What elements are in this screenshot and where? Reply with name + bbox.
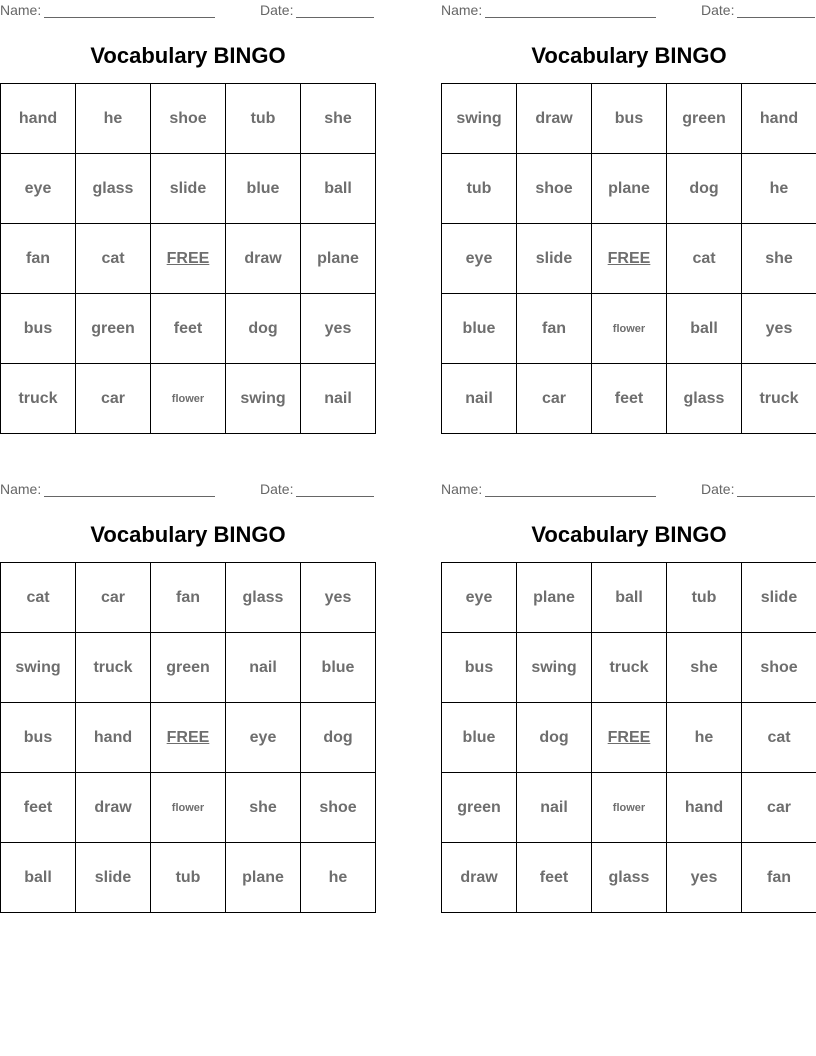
date-label: Date: (701, 2, 735, 18)
bingo-cell[interactable]: car (742, 773, 816, 843)
bingo-row (442, 224, 816, 294)
bingo-cell[interactable]: shoe (151, 84, 226, 154)
bingo-cell[interactable]: feet (151, 294, 226, 364)
bingo-cell[interactable]: blue (442, 294, 517, 364)
bingo-cell[interactable]: tub (151, 843, 226, 913)
bingo-cell[interactable]: hand (1, 84, 76, 154)
bingo-cell[interactable]: yes (301, 563, 376, 633)
bingo-cell[interactable]: yes (667, 843, 742, 913)
free-space-cell[interactable]: FREE (592, 703, 667, 773)
bingo-row (442, 633, 816, 703)
bingo-cell[interactable]: dog (517, 703, 592, 773)
bingo-cell[interactable]: shoe (517, 154, 592, 224)
bingo-cell[interactable]: car (76, 364, 151, 434)
bingo-cell[interactable]: he (742, 154, 816, 224)
bingo-row (442, 84, 816, 154)
card-title: Vocabulary BINGO (531, 43, 727, 68)
bingo-cell[interactable]: draw (517, 84, 592, 154)
bingo-row (1, 773, 376, 843)
date-label: Date: (260, 2, 294, 18)
bingo-cell[interactable]: glass (76, 154, 151, 224)
bingo-grid (0, 562, 376, 913)
bingo-cell[interactable]: swing (226, 364, 301, 434)
bingo-grid (0, 83, 376, 434)
bingo-cell[interactable]: tub (442, 154, 517, 224)
bingo-cell[interactable]: blue (301, 633, 376, 703)
bingo-cell[interactable]: hand (667, 773, 742, 843)
bingo-cell[interactable]: bus (592, 84, 667, 154)
bingo-cell[interactable]: eye (226, 703, 301, 773)
date-blank-line[interactable] (296, 5, 374, 18)
bingo-cell[interactable]: flower (592, 294, 667, 364)
bingo-cell[interactable]: glass (226, 563, 301, 633)
date-blank-line[interactable] (737, 484, 815, 497)
bingo-cell[interactable]: dog (667, 154, 742, 224)
bingo-cell[interactable]: bus (442, 633, 517, 703)
bingo-cell[interactable]: cat (667, 224, 742, 294)
bingo-cell[interactable]: bus (1, 294, 76, 364)
bingo-cell[interactable]: plane (517, 563, 592, 633)
bingo-row (1, 843, 376, 913)
bingo-cell[interactable]: hand (742, 84, 816, 154)
date-field (701, 2, 815, 18)
bingo-cell[interactable]: truck (592, 633, 667, 703)
bingo-cell[interactable]: fan (742, 843, 816, 913)
bingo-cell[interactable]: ball (301, 154, 376, 224)
date-field (701, 481, 815, 497)
card-title: Vocabulary BINGO (90, 522, 286, 547)
bingo-cell[interactable]: green (151, 633, 226, 703)
bingo-cell[interactable]: she (301, 84, 376, 154)
bingo-cell[interactable]: truck (742, 364, 816, 434)
name-blank-line[interactable] (44, 5, 215, 18)
bingo-row (442, 563, 816, 633)
bingo-card-1 (0, 0, 376, 434)
bingo-cell[interactable]: nail (301, 364, 376, 434)
name-blank-line[interactable] (44, 484, 215, 497)
bingo-cell[interactable]: he (667, 703, 742, 773)
bingo-cell[interactable]: swing (1, 633, 76, 703)
bingo-cell[interactable]: glass (667, 364, 742, 434)
name-field (0, 2, 215, 18)
bingo-grid (441, 83, 816, 434)
card-title: Vocabulary BINGO (90, 43, 286, 68)
bingo-cell[interactable]: flower (151, 773, 226, 843)
bingo-cell[interactable]: slide (151, 154, 226, 224)
bingo-cell[interactable]: draw (226, 224, 301, 294)
bingo-cell[interactable]: eye (1, 154, 76, 224)
bingo-cell[interactable]: feet (592, 364, 667, 434)
bingo-cell[interactable]: glass (592, 843, 667, 913)
date-label: Date: (260, 481, 294, 497)
bingo-cell[interactable]: car (76, 563, 151, 633)
bingo-row (1, 154, 376, 224)
bingo-cell[interactable]: fan (517, 294, 592, 364)
name-label: Name: (0, 2, 42, 18)
bingo-row (442, 843, 816, 913)
name-blank-line[interactable] (485, 5, 656, 18)
bingo-cell[interactable]: tub (226, 84, 301, 154)
bingo-cell[interactable]: he (301, 843, 376, 913)
bingo-cell[interactable]: flower (592, 773, 667, 843)
bingo-cell[interactable]: ball (592, 563, 667, 633)
date-field (260, 2, 374, 18)
bingo-cell[interactable]: green (76, 294, 151, 364)
card-header (441, 0, 816, 22)
bingo-grid (441, 562, 816, 913)
bingo-cell[interactable]: cat (742, 703, 816, 773)
bingo-cell[interactable]: she (226, 773, 301, 843)
name-label: Name: (441, 2, 483, 18)
bingo-cell[interactable]: nail (442, 364, 517, 434)
bingo-cell[interactable]: fan (151, 563, 226, 633)
bingo-row (442, 364, 816, 434)
bingo-cell[interactable]: tub (667, 563, 742, 633)
name-label: Name: (0, 481, 42, 497)
bingo-card-3 (0, 479, 376, 913)
bingo-cell[interactable]: she (667, 633, 742, 703)
bingo-cell[interactable]: eye (442, 224, 517, 294)
free-space-cell[interactable]: FREE (592, 224, 667, 294)
bingo-cell[interactable]: she (742, 224, 816, 294)
bingo-cell[interactable]: swing (517, 633, 592, 703)
bingo-cell[interactable]: cat (1, 563, 76, 633)
bingo-cell[interactable]: flower (151, 364, 226, 434)
bingo-card-4 (441, 479, 816, 913)
bingo-cell[interactable]: plane (592, 154, 667, 224)
name-blank-line[interactable] (485, 484, 656, 497)
bingo-row (1, 563, 376, 633)
bingo-row (1, 364, 376, 434)
bingo-row (442, 294, 816, 364)
bingo-cell[interactable]: fan (1, 224, 76, 294)
bingo-row (442, 154, 816, 224)
bingo-cell[interactable]: blue (226, 154, 301, 224)
bingo-cell[interactable]: green (667, 84, 742, 154)
bingo-cell[interactable]: dog (301, 703, 376, 773)
name-field (441, 481, 656, 497)
bingo-cell[interactable]: slide (742, 563, 816, 633)
date-field (260, 481, 374, 497)
card-header (0, 479, 376, 501)
bingo-cell[interactable]: swing (442, 84, 517, 154)
bingo-row (1, 294, 376, 364)
bingo-cell[interactable]: shoe (301, 773, 376, 843)
bingo-cell[interactable]: feet (1, 773, 76, 843)
bingo-cell[interactable]: yes (742, 294, 816, 364)
bingo-cell[interactable]: nail (517, 773, 592, 843)
bingo-cell[interactable]: truck (1, 364, 76, 434)
free-space-cell[interactable]: FREE (151, 224, 226, 294)
bingo-cell[interactable]: plane (301, 224, 376, 294)
bingo-cell[interactable]: slide (517, 224, 592, 294)
bingo-row (1, 633, 376, 703)
bingo-cell[interactable]: slide (76, 843, 151, 913)
free-space-cell[interactable]: FREE (151, 703, 226, 773)
card-header (441, 479, 816, 501)
bingo-cell[interactable]: shoe (742, 633, 816, 703)
bingo-cell[interactable]: plane (226, 843, 301, 913)
name-label: Name: (441, 481, 483, 497)
bingo-cell[interactable]: ball (1, 843, 76, 913)
bingo-cell[interactable]: nail (226, 633, 301, 703)
bingo-cell[interactable]: hand (76, 703, 151, 773)
name-field (441, 2, 656, 18)
bingo-cell[interactable]: truck (76, 633, 151, 703)
bingo-cell[interactable]: ball (667, 294, 742, 364)
bingo-cell[interactable]: cat (76, 224, 151, 294)
bingo-row (1, 703, 376, 773)
name-field (0, 481, 215, 497)
bingo-cell[interactable]: draw (442, 843, 517, 913)
date-blank-line[interactable] (296, 484, 374, 497)
bingo-row (1, 84, 376, 154)
bingo-cell[interactable]: eye (442, 563, 517, 633)
bingo-cell[interactable]: car (517, 364, 592, 434)
date-label: Date: (701, 481, 735, 497)
bingo-card-2 (441, 0, 816, 434)
bingo-cell[interactable]: draw (76, 773, 151, 843)
card-header (0, 0, 376, 22)
bingo-row (442, 773, 816, 843)
bingo-row (1, 224, 376, 294)
bingo-cell[interactable]: he (76, 84, 151, 154)
bingo-cell[interactable]: blue (442, 703, 517, 773)
bingo-cell[interactable]: green (442, 773, 517, 843)
bingo-cell[interactable]: yes (301, 294, 376, 364)
bingo-cell[interactable]: dog (226, 294, 301, 364)
bingo-row (442, 703, 816, 773)
bingo-cell[interactable]: bus (1, 703, 76, 773)
card-title: Vocabulary BINGO (531, 522, 727, 547)
date-blank-line[interactable] (737, 5, 815, 18)
bingo-cell[interactable]: feet (517, 843, 592, 913)
